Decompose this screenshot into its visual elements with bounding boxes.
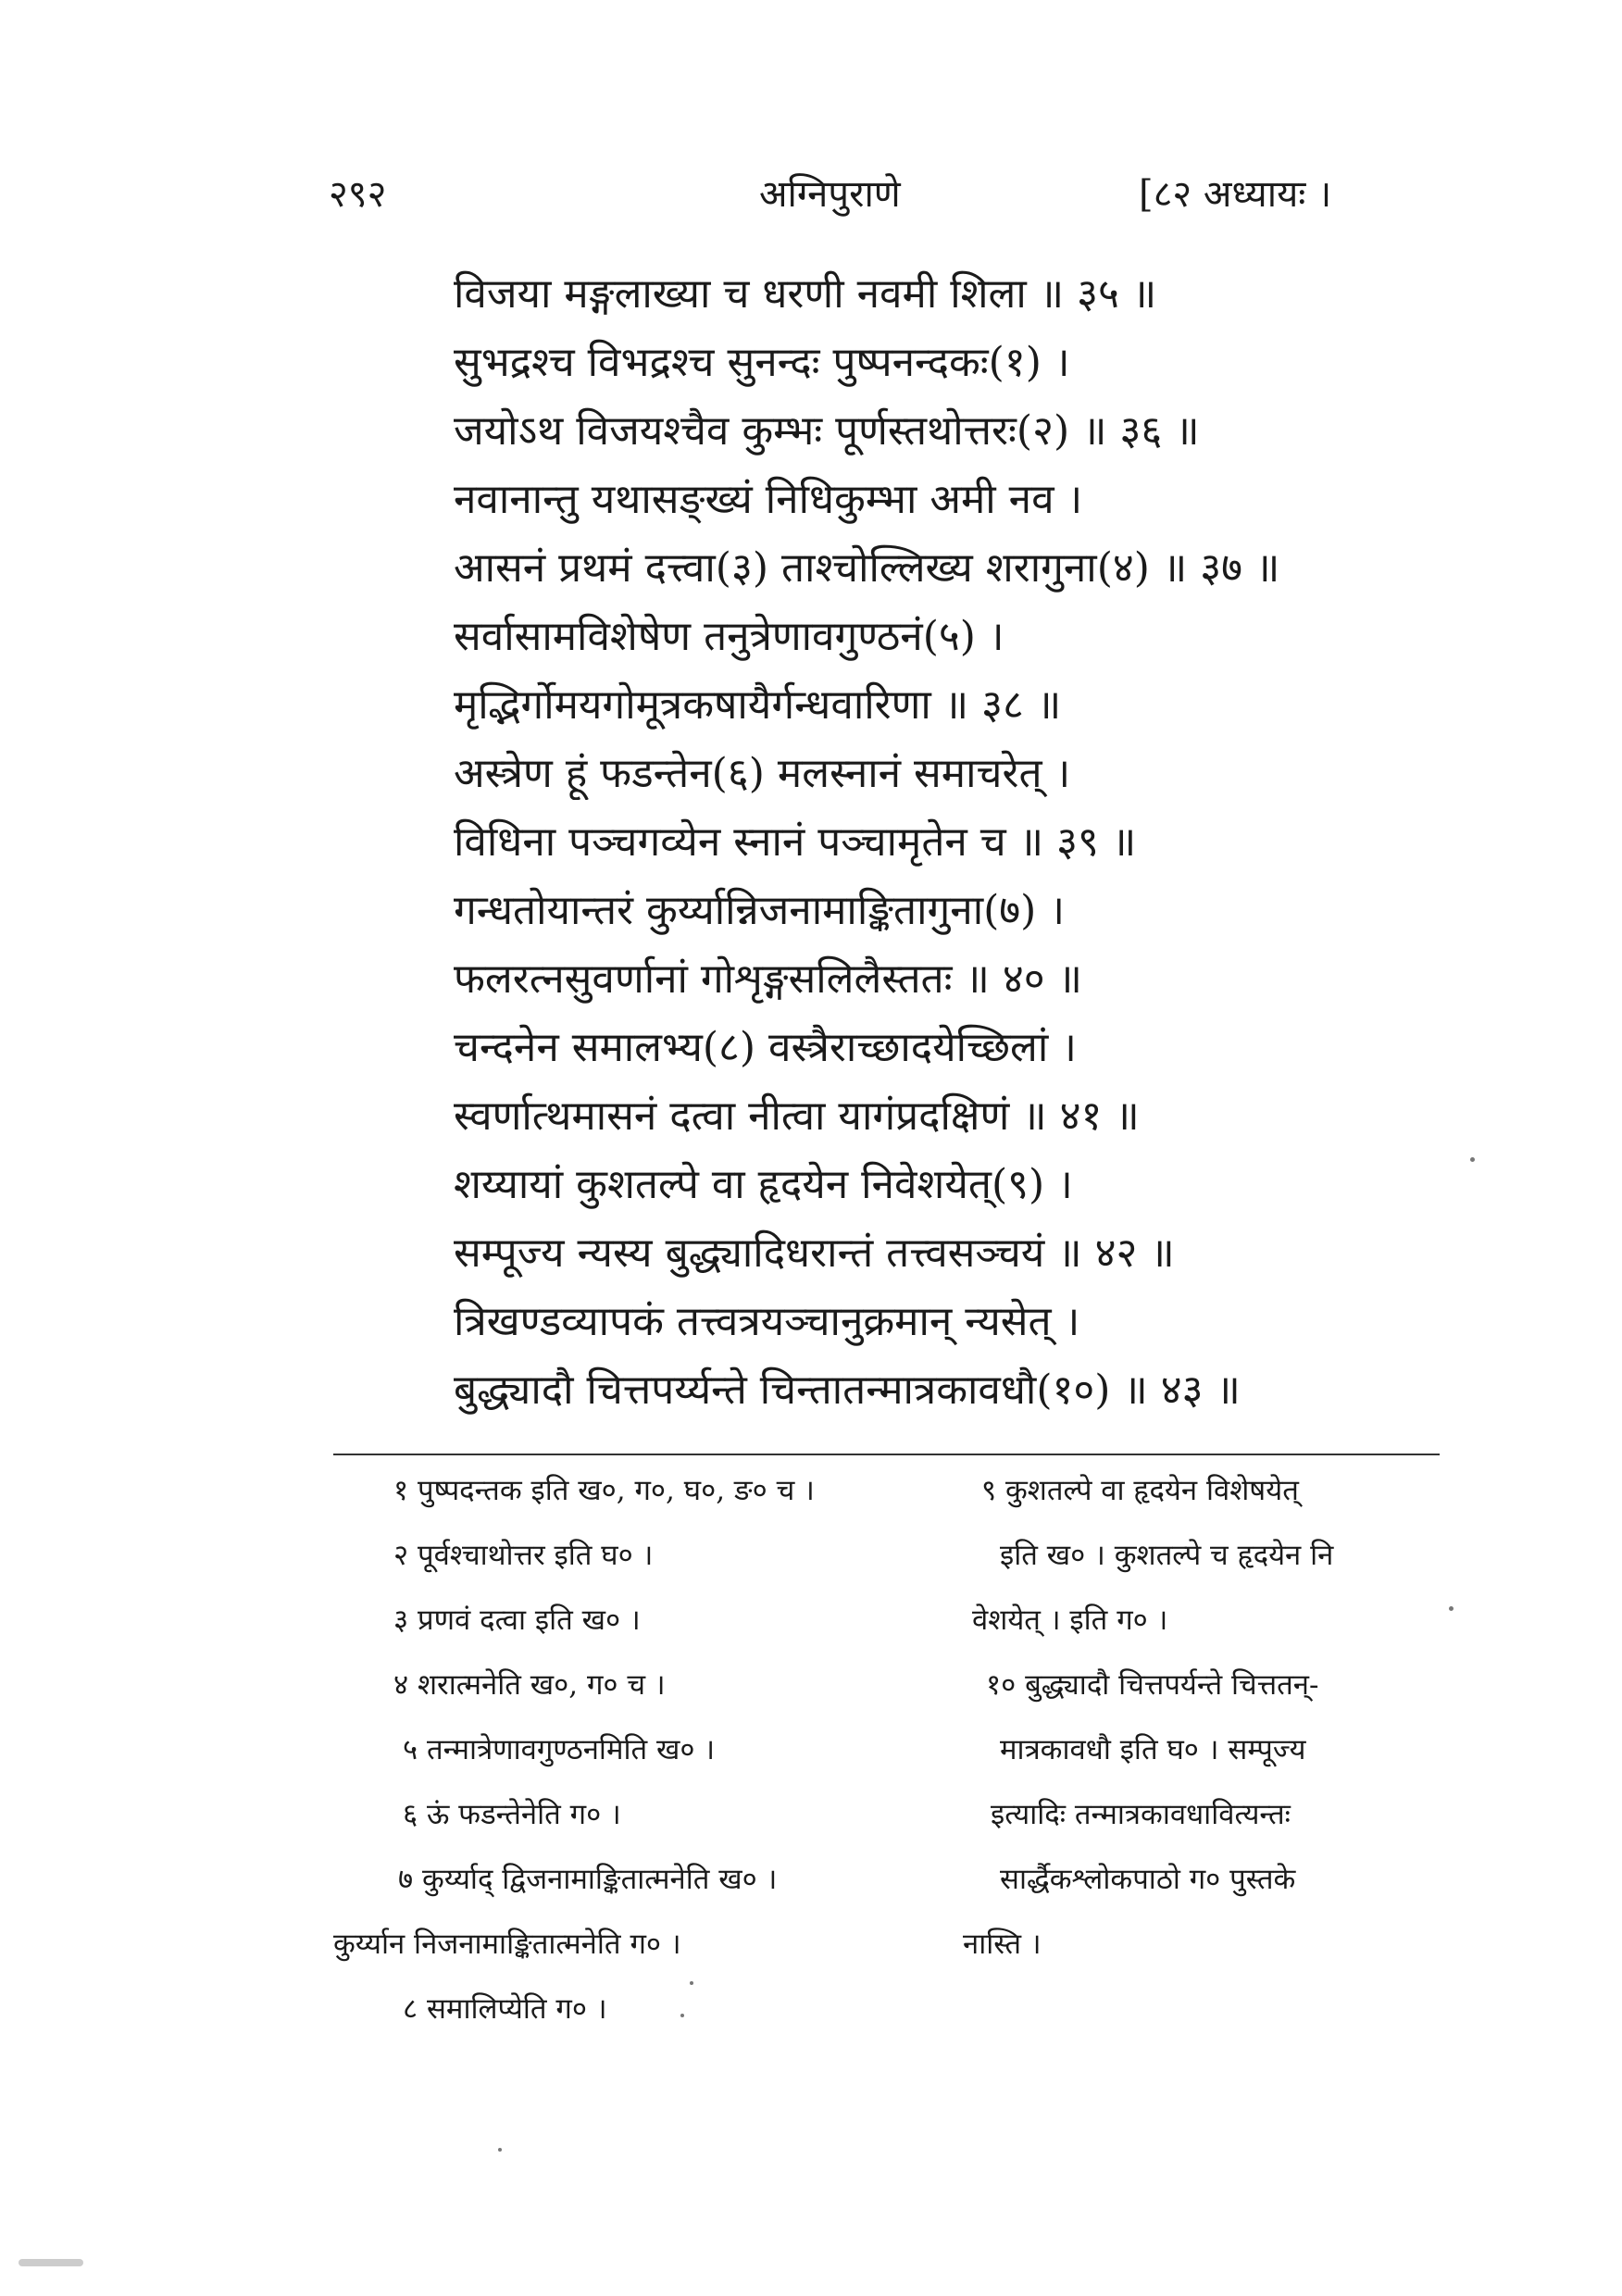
footnote: मात्रकावधौ इति घ० । सम्पूज्य xyxy=(1000,1733,1306,1766)
verse-line: सुभद्रश्च विभद्रश्च सुनन्दः पुष्पनन्दकः(१) । xyxy=(454,339,1070,386)
page-number: २९२ xyxy=(329,173,387,216)
footnote: इति ख० । कुशतल्पे च हृदयेन नि xyxy=(1000,1539,1334,1572)
footnote: ९ कुशतल्पे वा हृदयेन विशेषयेत् xyxy=(981,1474,1299,1507)
footnote: ८ समालिप्येति ग० । xyxy=(403,1992,607,2026)
footnote: वेशयेत् । इति ग० । xyxy=(972,1603,1168,1637)
footnote: ४ शरात्मनेति ख०, ग० च । xyxy=(393,1668,666,1702)
verse-line: जयोऽथ विजयश्चैव कुम्भः पूर्णस्तथोत्तरः(२) ॥ ३६ ॥ xyxy=(454,407,1200,455)
footnote: सार्द्धैकश्लोकपाठो ग० पुस्तके xyxy=(1000,1863,1296,1896)
verse-line: आसनं प्रथमं दत्त्वा(३) ताश्चोल्लिख्य शरागुना(४) ॥ ३७ ॥ xyxy=(454,544,1280,592)
scan-speck xyxy=(1449,1606,1454,1611)
footnotes xyxy=(333,1472,1444,2026)
verse-line: मृद्भिर्गोमयगोमूत्रकषायैर्गन्धवारिणा ॥ ३८ ॥ xyxy=(454,681,1062,729)
verse-line: फलरत्नसुवर्णानां गोशृङ्गसलिलैस्ततः ॥ ४० ॥ xyxy=(454,955,1082,1003)
verse-line: विजया मङ्गलाख्या च धरणी नवमी शिला ॥ ३५ ॥ xyxy=(454,270,1157,318)
scan-speck xyxy=(1470,1157,1475,1162)
verse-line: स्वर्णात्थमासनं दत्वा नीत्वा यागंप्रदक्षिणं ॥ ४१ ॥ xyxy=(454,1092,1140,1140)
footnote: १० बुद्ध्यादौ चित्तपर्यन्ते चित्ततन्- xyxy=(986,1668,1319,1702)
verse-line: गन्धतोयान्तरं कुर्य्यान्निजनामाङ्कितागुना(७) । xyxy=(454,887,1065,934)
page-header xyxy=(0,162,1622,227)
verse-block xyxy=(454,268,1426,1433)
scan-speck xyxy=(690,1981,693,1985)
footnote-divider xyxy=(333,1454,1440,1455)
footnote: इत्यादिः तन्मात्रकावधावित्यन्तः xyxy=(991,1798,1291,1831)
scan-speck xyxy=(680,2014,684,2017)
verse-line: अस्त्रेण हूं फडन्तेन(६) मलस्नानं समाचरेत् । xyxy=(454,750,1071,797)
verse-line: शय्यायां कुशतल्पे वा हृदयेन निवेशयेत्(९) । xyxy=(454,1161,1073,1208)
scan-speck xyxy=(19,2259,83,2266)
chapter-label: [८२ अध्यायः । xyxy=(1139,173,1332,216)
verse-line: विधिना पञ्चगव्येन स्नानं पञ्चामृतेन च ॥ ३९ ॥ xyxy=(454,818,1137,866)
footnote: ६ ऊं फडन्तेनेति ग० । xyxy=(403,1798,621,1831)
verse-line: नवानान्तु यथासङ्ख्यं निधिकुम्भा अमी नव । xyxy=(454,476,1083,523)
verse-line: चन्दनेन समालभ्य(८) वस्त्रैराच्छादयेच्छिलां । xyxy=(454,1024,1077,1071)
scan-speck xyxy=(498,2148,502,2152)
verse-line: सर्वासामविशेषेण तनुत्रेणावगुण्ठनं(५) । xyxy=(454,613,1004,660)
footnote: १ पुष्पदन्तक इति ख०, ग०, घ०, ङ० च । xyxy=(393,1474,815,1507)
footnote: कुर्य्यान निजनामाङ्कितात्मनेति ग० । xyxy=(333,1928,681,1961)
verse-line: सम्पूज्य न्यस्य बुद्ध्यादिधरान्तं तत्त्वसञ्चयं ॥ ४२ ॥ xyxy=(454,1229,1175,1277)
footnote: नास्ति । xyxy=(963,1928,1042,1961)
footnote: ५ तन्मात्रेणावगुण्ठनमिति ख० । xyxy=(403,1733,716,1766)
footnote: ७ कुर्य्याद् द्विजनामाङ्कितात्मनेति ख० । xyxy=(398,1863,778,1896)
verse-line: बुद्ध्यादौ चित्तपर्य्यन्ते चिन्तातन्मात्रकावधौ(१०) ॥ ४३ ॥ xyxy=(454,1366,1241,1414)
running-title: अग्निपुराणे xyxy=(759,173,901,216)
footnote: ३ प्रणवं दत्वा इति ख० । xyxy=(393,1603,641,1637)
verse-line: त्रिखण्डव्यापकं तत्त्वत्रयञ्चानुक्रमान् न्यसेत् । xyxy=(454,1298,1080,1345)
footnote: २ पूर्वश्चाथोत्तर इति घ० । xyxy=(393,1539,654,1572)
